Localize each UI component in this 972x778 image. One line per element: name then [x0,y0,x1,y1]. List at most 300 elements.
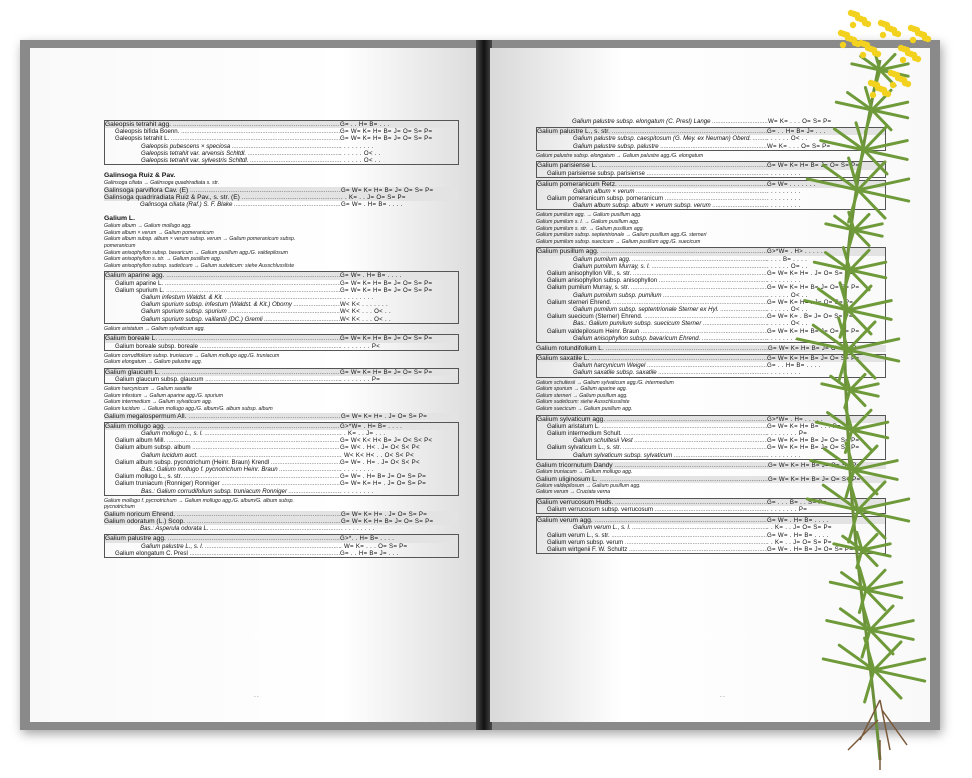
taxon-row [537,284,885,291]
taxon-row [537,202,885,209]
taxon-row [105,128,458,135]
synonym-note: Galium aristatum → Galium sylvaticum agg. [104,325,205,332]
taxon-name: Galium intermedium Schult. ..... [537,430,767,437]
taxon-name: Galium saxatile subsp. saxatile ..... [537,369,767,376]
taxon-name: Galium parisiense subsp. parisiense ..... [537,170,767,177]
flower [911,26,917,32]
region-status-codes: . . K= . . J= O= S= P= [767,538,832,546]
taxon-row [105,550,458,557]
taxon-name: Galium pumilum subsp. septentrionale Sterner ex Hyl. ..... [537,306,767,313]
taxon-row [104,194,459,201]
region-status-codes: G>*W= . H= . . . . . [767,415,823,423]
taxon-name: Galium rotundifolium L. ..... [536,345,768,352]
flower [850,22,856,28]
region-status-codes: W< K< . . . . . . . [340,301,389,309]
taxon-name: Galium album × verum ..... [537,188,767,195]
taxon-name: Galium verum L., s. str. ..... [537,532,767,539]
taxon-name: Galium mollugo L., s. str. ..... [105,473,340,480]
synonym-note: Galium album → Galium mollugo agg. [104,223,192,230]
taxon-row [536,345,886,352]
flower [892,30,898,36]
taxon-name: Galium verum agg. ..... [537,517,767,524]
taxon-name: Galium harcynicum Weigel ..... [537,362,767,369]
taxon-row [537,195,885,202]
taxon-row [105,121,458,128]
region-status-codes: . . . . . . . . P< [340,342,381,350]
taxon-row [104,511,459,518]
taxon-row [537,256,885,263]
region-status-codes: G= W= . H= B= J= O= S= P= [767,546,854,553]
region-status-codes: G= W= K= H= B= J= O= S= P= [767,284,860,292]
taxon-group-box [104,422,459,496]
region-status-codes: . . . . . . . . . [767,195,801,203]
taxon-name: Galium uliginosum L. ..... [536,476,768,483]
taxon-name: Galium sylvaticum agg. ..... [537,416,767,423]
synonym-note: Galium corrudifolium subsp. truniacum → Galium mollugo agg./G. truniacum [104,352,280,359]
flower [862,20,868,26]
flower [861,17,867,23]
taxon-name: Galium palustre subsp. elongatum (C. Presl) Lange ..... [536,118,768,125]
synonym-note: Galium anisophyllon s. str. → Galium pusillum agg. [104,256,222,263]
taxon-name: Galium mollugo agg. ..... [105,423,340,430]
taxon-row [537,170,885,177]
region-status-codes: G= W= K= H= B= J= O= S= P= [341,518,434,526]
taxon-group-box [536,180,886,211]
taxon-row [105,157,458,164]
region-status-codes: G>*. . H= B= . . . . [340,535,395,543]
taxon-row [537,263,885,270]
taxon-row [537,277,885,284]
flower [895,31,901,37]
taxon-row [105,459,458,466]
taxon-group-box [104,120,459,165]
taxon-name: Galium wirtgenii F. W. Schultz ..... [537,546,767,553]
taxon-row [105,308,458,315]
region-status-codes: G>*W= . H= B= . . . . [340,422,403,430]
taxon-group-box [536,516,886,554]
flower [888,26,894,32]
region-status-codes: G= . . H= B= J= . . . [767,128,826,136]
region-status-codes: . . . . . . . . . [340,294,374,301]
taxon-name: Galium aparine L. ..... [105,280,340,287]
region-status-codes: . . . . . . O< . . [767,135,808,143]
synonym-note: Galium verum → Cruciata verna [536,489,611,496]
region-status-codes: G= . . . B= . . S= P= [767,498,827,506]
region-status-codes: W= K= . . . O= S= P= [767,142,831,150]
flower [838,30,844,36]
taxon-row [104,187,459,194]
taxon-row [537,517,885,524]
taxon-row [537,444,885,451]
flower [851,11,857,17]
region-status-codes: G= W= . H= B= . . . . [340,272,402,280]
taxon-row [537,248,885,255]
region-status-codes: G= W= K= H= B= J= O= S= P= [767,444,860,452]
taxon-name: Galium parisiense L. ..... [537,162,767,169]
region-status-codes: G= W= K= H= B= J= O= S= P= [768,475,861,483]
taxon-row [105,466,458,473]
taxon-name: Galium verum L., s. l. ..... [537,524,767,531]
synonym-note: Galium pumilum agg. → Galium pusillum agg. [536,212,642,219]
taxon-group-box [104,334,459,350]
region-status-codes: . . . . . . O< . . [340,149,381,157]
region-status-codes: G= W= . . . . . . . [767,180,816,188]
taxon-name: Galium truniacum (Ronniger) Ronniger ..... [105,480,340,487]
flower [880,32,886,38]
flower [908,25,914,31]
taxon-name: Galium anisophyllon subsp. bavaricum Ehrend. ..... [537,335,767,342]
taxon-row [105,143,458,150]
taxon-row [105,480,458,487]
taxon-row [105,488,458,495]
taxon-row [537,128,885,135]
region-status-codes: . . . . . . . . . [767,451,801,459]
taxon-name: Galium pomeranicum subsp. pomeranicum ..... [537,195,767,202]
region-status-codes: G= . . H= B= J= . . . [340,549,399,557]
taxon-group-box [536,498,886,514]
taxon-name: Galium verrucosum subsp. verrucosum ..... [537,506,767,513]
taxon-group-box [536,354,886,378]
flower [858,16,864,22]
taxon-row [105,535,458,542]
taxon-name: Galium album subsp. album × verum subsp. verum ..... [537,202,767,209]
region-status-codes: G= W= . H= B= . . . . [341,201,403,209]
synonym-note: Galium pumilum subsp. septentrionale → Galium pusillum agg./G. sterneri [536,232,707,239]
taxon-group-box [104,271,459,323]
taxon-name: Galium lucidum auct. ..... [105,452,340,459]
taxon-name: Galeopsis tetrahit var. arvensis Schltdl. ..... [105,150,340,157]
open-book [20,40,940,730]
taxon-row [105,452,458,459]
region-status-codes: G= W= K= . B= J= O= S= P= [767,313,853,321]
taxon-name: Galium anisophyllon Vill., s. str. ..... [537,270,767,277]
region-status-codes: . W= K= . . . O= S= P= [340,542,408,550]
taxon-name: Galium pomeranicum Retz. ..... [537,181,767,188]
taxon-name: Galium aristatum L. ..... [537,423,767,430]
synonym-note: Galium infestum → Galium aparine agg./G. spurium [104,392,224,399]
region-status-codes: G= W= K= H= B= J= O= S= P= [340,279,433,287]
region-status-codes: . . . . . . . . . [340,465,374,473]
synonym-note: Galium pumilum subsp. suecicum → Galium pusillum agg./G. suecicum [536,238,701,245]
taxon-name: Galium suecicum (Sterner) Ehrend. ..... [537,313,767,320]
synonym-note: Galium schultesii → Galium sylvaticum agg./G. intermedium [536,379,674,386]
taxon-row [537,162,885,169]
flower [844,32,850,38]
region-status-codes: G>*W= . H> . . . . . [767,248,823,256]
region-status-codes: G= W= K= H= . J= O= S= P= [340,480,427,488]
taxon-group-box [536,247,886,342]
right-page-column [536,118,886,556]
region-status-codes: G= W= K= H= B= J= O= S= P= [767,355,860,363]
synonym-note: Galium anisophyllon subsp. bavaricum → Galium pusillum agg./G. valdepilosum [104,249,288,256]
taxon-row [537,292,885,299]
flower [921,32,927,38]
taxon-name: Galium odoratum (L.) Scop. ..... [104,518,341,525]
left-page [30,48,478,722]
taxon-row [537,369,885,376]
region-status-codes: G= W= K= H= B= J= O= S= P= [340,128,433,136]
taxon-row [536,118,886,125]
taxon-group-box [536,415,886,460]
taxon-name: Galeopsis tetrahit agg. ..... [105,121,340,128]
taxon-name: Galium mollugo L., s. l. ..... [105,430,340,437]
taxon-name: Galium palustre agg. ..... [105,535,340,542]
right-page [490,48,930,722]
region-status-codes: W< K< . . . O< . . [340,308,391,316]
taxon-group-box [104,534,459,558]
region-status-codes: . . . . B= . . . . [767,255,808,263]
taxon-row [105,316,458,323]
taxon-name: Galinsoga parviflora Cav. (E) ..... [104,187,341,194]
taxon-name: Galium palustre subsp. palustre ..... [537,143,767,150]
region-status-codes: G= W= K= H= B= J= O= S= P= [340,335,433,343]
flower [841,31,847,37]
taxon-name: Galium pumilum Murray, s. str. ..... [537,284,767,291]
region-status-codes: G= W= . H= . J= O< S< P< [340,458,420,466]
taxon-name: Galium boreale subsp. boreale ..... [105,343,340,350]
taxon-name: Galium elongatum C. Presl ..... [105,550,340,557]
region-status-codes: . . . . . . . . . [767,277,801,285]
region-status-codes: G= . . H= B= . . . [340,121,390,128]
taxon-row [105,135,458,142]
taxon-name: Galium palustre L., s. l. ..... [105,543,340,550]
taxon-row [537,188,885,195]
taxon-name: Galinsoga quadriradiata Ruiz & Pav., s. str. (E) ..... [104,194,341,201]
region-status-codes: . . . . . . . . P= [767,506,808,514]
region-status-codes: G= W= K= H= B= J= O= S= P= [340,135,433,143]
taxon-row [537,506,885,513]
taxon-row [105,280,458,287]
taxon-row [537,437,885,444]
genus-heading: Galinsoga Ruiz & Pav. [104,172,176,180]
taxon-name: Bas.: Galium corrudifolium subsp. truniacum Ronniger ..... [105,488,340,495]
taxon-name: Galium pumilum Murray, s. l. ..... [537,263,767,270]
taxon-row [537,423,885,430]
taxon-row [105,543,458,550]
region-status-codes: G= W= K= H= B= J= O= S= P= [768,461,861,469]
right-page-number: - - [720,694,725,700]
taxon-row [537,416,885,423]
flower [918,31,924,37]
region-status-codes: G= W= K= H= B= J= O= S= P= [341,186,434,194]
genus-heading: Galium L. [104,215,135,223]
taxon-row [536,462,886,469]
region-status-codes: G= W= . H= B= . . . . [767,517,829,525]
region-status-codes: G= W= K= H= . J= O= S= P= [767,270,854,277]
taxon-name: Galium sylvaticum subsp. sylvaticum ..... [537,452,767,459]
taxon-name: Galium infestum Waldst. & Kit. ..... [105,294,340,301]
region-status-codes: . . . . . . . . . [767,202,801,210]
synonym-note: Galium spurium → Galium aparine agg. [536,386,628,393]
synonym-note: pomeranicum [104,243,136,250]
region-status-codes: G= W= K= H= . J= O= S= P= [767,298,854,306]
region-status-codes: G= W= K= H= . J= O= S= P= [341,510,428,518]
region-status-codes: . . . . . . . . . [767,187,801,195]
taxon-row [537,181,885,188]
taxon-row [105,423,458,430]
region-status-codes: G= . . H= B= . . . . [767,362,821,370]
taxon-name: Galium verum subsp. verum ..... [537,539,767,546]
flower [885,25,891,31]
flower [884,22,890,28]
taxon-row [537,328,885,335]
taxon-name: Galium spurium subsp. spurium ..... [105,308,340,315]
synonym-note: Galium lucidum → Galium mollugo agg./G. album/G. album subsp. album [104,406,273,413]
taxon-name: Galium palustre L., s. str. ..... [537,128,767,135]
region-status-codes: G= W= K= H= B= J= O= S= P= [767,162,860,170]
region-status-codes: G= W= K= H= B= . . . P= [767,422,841,430]
taxon-row [537,299,885,306]
region-status-codes: G= W= K= H= B= J= O= S= P= [767,437,860,445]
flower [915,30,921,36]
synonym-note: Galium sterneri → Galium pusillum agg. [536,392,628,399]
taxon-name: Galium noricum Ehrend. ..... [104,511,341,518]
region-status-codes: . . K= . . J= . . . [340,430,386,438]
synonym-note: Galium mollugo f. pycnotrichum → Galium mollugo agg./G. album/G. album subsp. [104,497,294,504]
region-status-codes: G= W= K= H= B= J= O= S= P= [340,368,433,376]
taxon-name: Galium spurium subsp. vaillantii (DC.) Gremli ..... [105,316,340,323]
taxon-name: Galium schultesii Vest ..... [537,437,767,444]
taxon-name: Galium boreale L. ..... [105,335,340,342]
region-status-codes: . . . . . . . . . [340,142,374,150]
taxon-row [537,430,885,437]
taxon-name: Galium glaucum subsp. glaucum ..... [105,376,340,383]
taxon-row [537,135,885,142]
synonym-note: Galium sudeticum: siehe Ausschlussliste [536,399,630,406]
region-status-codes: . . . . . . O< . . [340,156,381,164]
synonym-note: Galium suecicum → Galium pusillum agg. [536,406,633,412]
taxon-name: Galium anisophyllon subsp. anisophyllon ..... [537,277,767,284]
taxon-row [537,362,885,369]
region-status-codes: . . . . . . O= . . [767,262,808,270]
taxon-name: Galium tricornutum Dandy ..... [536,462,768,469]
taxon-name: Galium megalospermum All. ..... [104,413,341,420]
region-status-codes: . . . . . . . . . [767,334,801,342]
synonym-note: Galium elongatum → Galium palustre agg. [104,359,203,366]
taxon-name: Galeopsis bifida Boenn. ..... [105,128,340,135]
region-status-codes: W< K< . . . O< . . [340,315,391,323]
taxon-name: Galium verrucosum Huds. ..... [537,499,767,506]
taxon-name: Galium album subsp. album ..... [105,444,340,451]
taxon-name: Galium sylvaticum L., s. str. ..... [537,444,767,451]
region-status-codes: G= W< K< H< B= J= O< S< P< [340,437,433,445]
taxon-row [105,294,458,301]
taxon-row [105,430,458,437]
flower [878,20,884,26]
region-status-codes: G= W< . H< . J= O< S< P< [340,444,420,452]
taxon-name: Bas.: Galium mollugo f. pycnotrichum Heinr. Braun ..... [105,466,340,473]
synonym-note: Galium intermedium → Galium sylvaticum agg. [104,399,213,406]
taxon-name: Galium album Mill. ..... [105,437,340,444]
taxon-row [104,201,459,208]
flower [854,12,860,18]
region-status-codes: . W< K< H< . . O< S< P< [340,451,414,459]
taxon-row [105,301,458,308]
region-status-codes: . . K= . . J= O= S= P= [341,193,406,201]
region-status-codes: . . . . . . O< . . [767,305,808,313]
region-status-codes: . . . . . . . . P= [767,429,808,437]
taxon-row [537,452,885,459]
region-status-codes: G= W= . H= B= . . . . [767,531,829,539]
synonym-note: Galium album subsp. album × verum subsp. verum → Galium pomeranicum subsp. [104,236,296,243]
taxon-row [537,355,885,362]
taxon-name: Galium aparine agg. ..... [105,272,340,279]
taxon-row [105,437,458,444]
synonym-note: Galium palustre subsp. elongatum → Galium palustre agg./G. elongatum [536,152,704,159]
region-status-codes: . . K= . . J= O= S= P= [767,524,832,532]
taxon-row [105,343,458,350]
synonym-note: Galium album × verum → Galium pomeranicum [104,229,214,236]
synonym-note: Galium valdepilosum → Galium pusillum agg. [536,482,641,489]
taxon-row [537,499,885,506]
taxon-group-box [536,127,886,151]
taxon-row [105,376,458,383]
taxon-name: Galium glaucum L. ..... [105,369,340,376]
synonym-note: Galium harcynicum → Galium saxatile [104,386,192,393]
flower [865,21,871,27]
left-page-number: - - [254,694,259,700]
flower [881,21,887,27]
flower [914,27,920,33]
taxon-name: Galium saxatile L. ..... [537,355,767,362]
taxon-group-box [536,161,886,177]
taxon-row [537,320,885,327]
taxon-row [537,306,885,313]
synonym-note: pycnotrichum [104,504,135,511]
synonym-note: Galium truniacum → Galium mollugo agg. [536,468,633,475]
region-status-codes: G= W= K= H= B= J= O= S= P= [768,344,861,352]
region-status-codes: W= K= . . . O= S= P= [768,118,832,125]
taxon-row [104,518,459,525]
taxon-group-box [104,368,459,384]
taxon-name: Bas.: Galium pumilum subsp. suecicum Sterner ..... [537,320,767,327]
taxon-name: Galeopsis tetrahit var. sylvestris Schltdl. ..... [105,157,340,164]
taxon-name: Galium sterneri Ehrend. ..... [537,299,767,306]
taxon-name: Galinsoga ciliata (Raf.) S. F. Blake ..... [104,201,341,208]
taxon-name: Galium pusillum agg. ..... [537,248,767,255]
region-status-codes: G= W= K= H= B= J= O= S= P= [767,327,860,335]
taxon-name: Galium pumilum subsp. pumilum ..... [537,292,767,299]
left-page-column [104,118,459,560]
region-status-codes: . . . . . . . . . [767,369,801,377]
taxon-row [537,143,885,150]
taxon-row [105,473,458,480]
taxon-row [105,335,458,342]
synonym-note: Galium pumilum s. l. → Galium pusillum agg. [536,219,640,226]
taxon-row [537,546,885,553]
taxon-row [105,150,458,157]
synonym-note: Galium anisophyllon subsp. sudeticum → Galium sudeticum: siehe Ausschlussliste [104,262,295,269]
region-status-codes: . . . . . . O< . . [767,291,808,299]
taxon-row [105,369,458,376]
taxon-name: Galeopsis tetrahit L. ..... [105,135,340,142]
taxon-row [537,539,885,546]
taxon-name: Galium pumilum agg. ..... [537,256,767,263]
flower [848,10,854,16]
taxon-row [537,313,885,320]
taxon-row [536,476,886,483]
taxon-row [537,524,885,531]
region-status-codes: G= W= K= H= B= J= O= S= P= [340,286,433,294]
taxon-row [104,525,459,532]
taxon-row [105,287,458,294]
region-status-codes: G= W= K= H= . J= O= S= P= [341,412,428,420]
taxon-name: Galium album subsp. pycnotrichum (Heinr. Braun) Krendl ..... [105,459,340,466]
taxon-name: Bas.: Asperula odorata L. ..... [104,525,341,532]
taxon-name: Galium spurium L. ..... [105,287,340,294]
taxon-name: Galeopsis pubescens × speciosa ..... [105,143,340,150]
synonym-note: Galinsoga ciliata → Galinsoga quadriradiata s. str. [104,180,220,187]
